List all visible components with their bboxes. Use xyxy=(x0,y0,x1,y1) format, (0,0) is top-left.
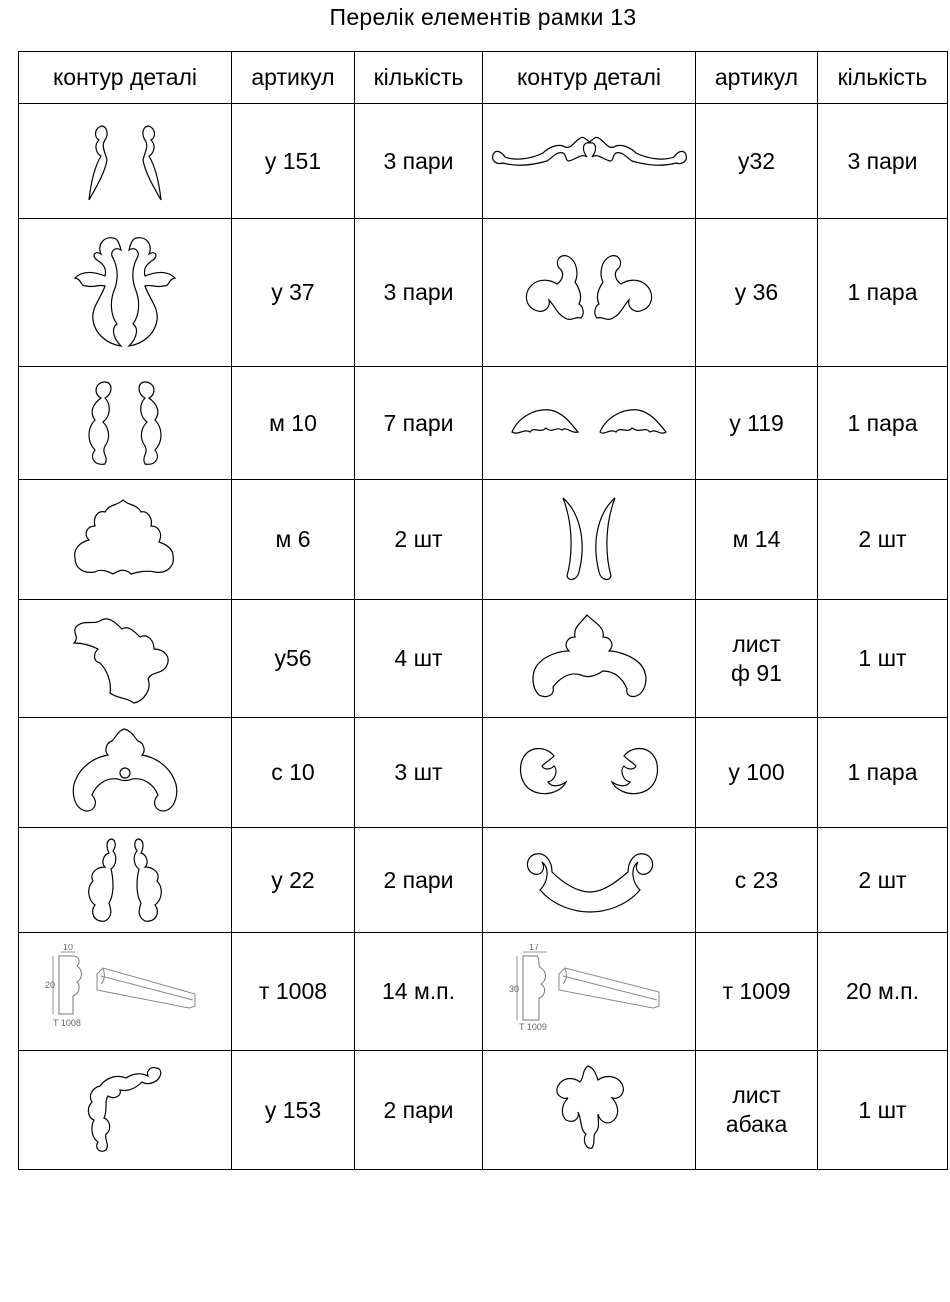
contour-cell xyxy=(19,828,232,933)
profile-label: T 1009 xyxy=(519,1022,547,1032)
scroll-frieze-icon xyxy=(487,131,692,191)
quantity-cell: 1 шт xyxy=(818,1051,948,1170)
acanthus-scroll-pair-icon xyxy=(55,228,195,358)
dim-width-label: 10 xyxy=(63,944,74,952)
table-row xyxy=(19,367,948,480)
header-contour: контур деталі xyxy=(19,52,232,104)
contour-cell xyxy=(483,1051,696,1170)
article-cell: м 10 xyxy=(232,367,355,480)
table-row xyxy=(19,219,948,367)
header-contour: контур деталі xyxy=(483,52,696,104)
table-row xyxy=(19,480,948,600)
contour-cell xyxy=(19,718,232,828)
wing-leaf-pair-icon xyxy=(504,398,674,448)
fleur-leaf-icon xyxy=(534,1060,644,1160)
dim-height-label: 20 xyxy=(45,980,56,990)
article-cell: у56 xyxy=(232,600,355,718)
quantity-cell: 3 пари xyxy=(355,104,483,219)
quantity-cell: 3 шт xyxy=(355,718,483,828)
article-cell: у 119 xyxy=(696,367,818,480)
curl-scroll-pair-icon xyxy=(509,248,669,338)
article-cell: т 1008 xyxy=(232,933,355,1051)
article-line: лист xyxy=(732,630,781,657)
article-line: ф 91 xyxy=(731,659,782,686)
leaf-crown-icon xyxy=(519,609,659,709)
quantity-cell: 2 пари xyxy=(355,1051,483,1170)
table-row xyxy=(19,718,948,828)
contour-cell xyxy=(19,1051,232,1170)
article-cell: у 153 xyxy=(232,1051,355,1170)
quantity-cell: 2 пари xyxy=(355,828,483,933)
article-cell: с 23 xyxy=(696,828,818,933)
contour-cell xyxy=(483,104,696,219)
contour-cell xyxy=(483,480,696,600)
contour-cell xyxy=(19,219,232,367)
article-cell: м 14 xyxy=(696,480,818,600)
table-row xyxy=(19,933,948,1051)
contour-cell xyxy=(483,718,696,828)
article-line: лист xyxy=(732,1082,781,1108)
dim-width-label: 17 xyxy=(529,944,540,952)
slim-leaf-pair-icon xyxy=(65,116,185,206)
moulding-profile-icon xyxy=(509,944,669,1039)
article-cell: у 37 xyxy=(232,219,355,367)
quantity-cell: 3 пари xyxy=(818,104,948,219)
article-cell: у 36 xyxy=(696,219,818,367)
contour-cell xyxy=(483,828,696,933)
contour-cell xyxy=(483,367,696,480)
contour-cell xyxy=(483,219,696,367)
quantity-cell: 1 пара xyxy=(818,367,948,480)
quantity-cell: 20 м.п. xyxy=(818,933,948,1051)
profile-label: T 1008 xyxy=(53,1018,81,1028)
article-cell: у 100 xyxy=(696,718,818,828)
quantity-cell: 14 м.п. xyxy=(355,933,483,1051)
header-quantity: кількість xyxy=(818,52,948,104)
article-cell: у 151 xyxy=(232,104,355,219)
contour-cell xyxy=(483,600,696,718)
article-cell xyxy=(696,1051,818,1170)
leaf-cluster-icon xyxy=(60,609,190,709)
contour-cell xyxy=(19,600,232,718)
header-quantity: кількість xyxy=(355,52,483,104)
table-row xyxy=(19,104,948,219)
arch-crest-icon xyxy=(60,723,190,823)
dim-height-label: 30 xyxy=(509,984,520,994)
tall-scroll-pair-icon xyxy=(65,833,185,928)
quantity-cell: 4 шт xyxy=(355,600,483,718)
header-article: артикул xyxy=(232,52,355,104)
quantity-cell: 2 шт xyxy=(355,480,483,600)
article-line: абака xyxy=(725,1111,788,1137)
spiral-pair-icon xyxy=(504,738,674,808)
moulding-profile-icon xyxy=(45,944,205,1039)
quantity-cell: 1 пара xyxy=(818,718,948,828)
quantity-cell: 2 шт xyxy=(818,480,948,600)
quantity-cell: 2 шт xyxy=(818,828,948,933)
quantity-cell: 7 пари xyxy=(355,367,483,480)
article-cell: у 22 xyxy=(232,828,355,933)
quantity-cell: 1 пара xyxy=(818,219,948,367)
quantity-cell: 1 шт xyxy=(818,600,948,718)
quantity-cell: 3 пари xyxy=(355,219,483,367)
article-cell: у32 xyxy=(696,104,818,219)
crescent-pair-icon xyxy=(529,492,649,587)
contour-cell xyxy=(19,480,232,600)
table-row xyxy=(19,1051,948,1170)
article-cell: с 10 xyxy=(232,718,355,828)
contour-cell xyxy=(19,933,232,1051)
contour-cell xyxy=(19,104,232,219)
page-title: Перелік елементів рамки 13 xyxy=(329,4,637,30)
elements-table xyxy=(18,51,948,1170)
article-cell: т 1009 xyxy=(696,933,818,1051)
s-scroll-pair-icon xyxy=(65,376,185,471)
table-row xyxy=(19,828,948,933)
corner-scroll-icon xyxy=(70,1060,180,1160)
article-cell: м 6 xyxy=(232,480,355,600)
table-row xyxy=(19,600,948,718)
article-cell xyxy=(696,600,818,718)
scroll-bowl-icon xyxy=(514,840,664,920)
contour-cell xyxy=(19,367,232,480)
header-row xyxy=(19,52,948,104)
header-article: артикул xyxy=(696,52,818,104)
leaf-rosette-icon xyxy=(65,492,185,587)
contour-cell xyxy=(483,933,696,1051)
